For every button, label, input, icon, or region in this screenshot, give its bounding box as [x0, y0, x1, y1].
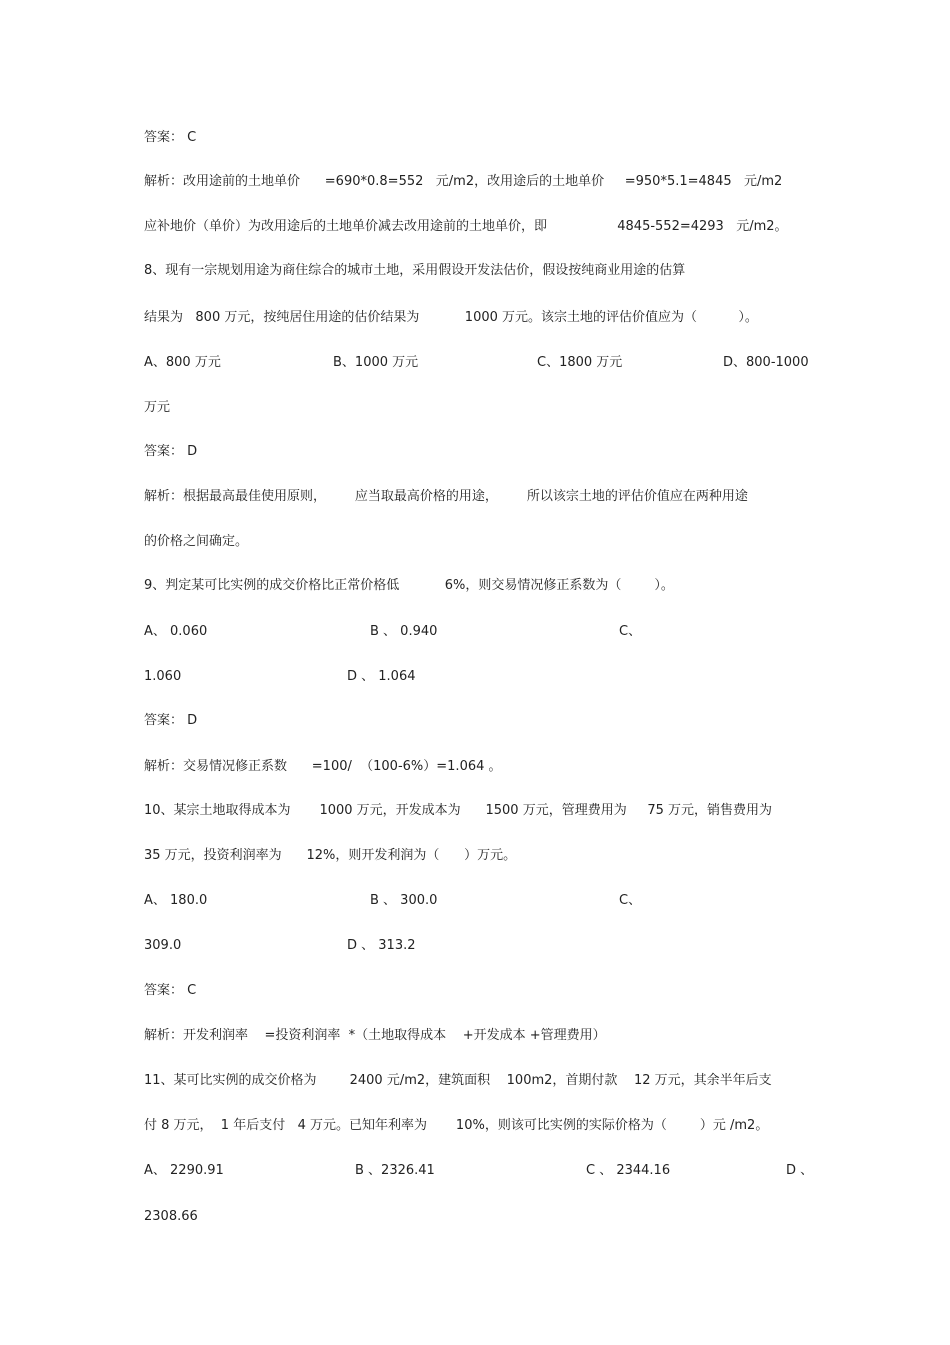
q8-option-d: D、800-1000	[723, 355, 809, 370]
q9-answer: 答案： D	[144, 713, 198, 728]
q10-option-c-value: 309.0	[144, 938, 182, 953]
q11-option-b: B 、2326.41	[355, 1163, 435, 1178]
q8-option-b: B、1000 万元	[333, 355, 419, 370]
q7-analysis-line1: 解析：改用途前的土地单价 =690*0.8=552 元/m2，改用途后的土地单价 =950*5.1=4845 元/m2	[144, 174, 783, 189]
q11-stem-line1: 11、某可比实例的成交价格为 2400 元/m2，建筑面积 100m2，首期付款 12 万元，其余半年后支	[144, 1073, 772, 1088]
q8-stem-line1: 8、现有一宗规划用途为商住综合的城市土地，采用假设开发法估价，假设按纯商业用途的估算	[144, 263, 686, 278]
q8-option-d-cont: 万元	[144, 400, 171, 415]
q10-option-c: C、	[619, 893, 642, 908]
q10-stem-line1: 10、某宗土地取得成本为 1000 万元，开发成本为 1500 万元，管理费用为 75 万元，销售费用为	[144, 803, 773, 818]
q9-analysis: 解析：交易情况修正系数 =100/ （100-6%）=1.064 。	[144, 759, 502, 774]
q8-option-a: A、800 万元	[144, 355, 221, 370]
q8-analysis-line1: 解析：根据最高最佳使用原则， 应当取最高价格的用途， 所以该宗土地的评估价值应在两种用途	[144, 489, 748, 504]
q10-option-a: A、 180.0	[144, 893, 208, 908]
q11-option-c: C 、 2344.16	[586, 1163, 671, 1178]
q7-analysis-line2: 应补地价（单价）为改用途后的土地单价减去改用途前的土地单价，即 4845-552=4293 元/m2。	[144, 219, 788, 234]
q10-analysis: 解析：开发利润率 =投资利润率 *（土地取得成本 +开发成本 +管理费用）	[144, 1028, 606, 1043]
q8-option-c: C、1800 万元	[537, 355, 623, 370]
q8-analysis-line2: 的价格之间确定。	[144, 534, 249, 549]
q11-option-a: A、 2290.91	[144, 1163, 224, 1178]
q9-option-d: D 、 1.064	[347, 669, 416, 684]
q7-answer: 答案： C	[144, 130, 197, 145]
q8-answer: 答案： D	[144, 444, 198, 459]
q9-option-c-value: 1.060	[144, 669, 182, 684]
q8-stem-line2: 结果为 800 万元，按纯居住用途的估价结果为 1000 万元。该宗土地的评估价值应为（ ）。	[144, 310, 758, 325]
q11-option-d: D 、	[786, 1163, 814, 1178]
q9-stem: 9、判定某可比实例的成交价格比正常价格低 6%，则交易情况修正系数为（ ）。	[144, 578, 674, 593]
q10-option-b: B 、 300.0	[370, 893, 438, 908]
q9-option-c: C、	[619, 624, 642, 639]
q11-stem-line2: 付 8 万元， 1 年后支付 4 万元。已知年利率为 10%，则该可比实例的实际价格为（ ）元 /m2。	[144, 1118, 769, 1133]
q11-option-d-value: 2308.66	[144, 1209, 198, 1224]
q10-stem-line2: 35 万元，投资利润率为 12%，则开发利润为（ ）万元。	[144, 848, 517, 863]
q9-option-b: B 、 0.940	[370, 624, 438, 639]
q10-option-d: D 、 313.2	[347, 938, 416, 953]
q9-option-a: A、 0.060	[144, 624, 208, 639]
q10-answer: 答案： C	[144, 983, 197, 998]
